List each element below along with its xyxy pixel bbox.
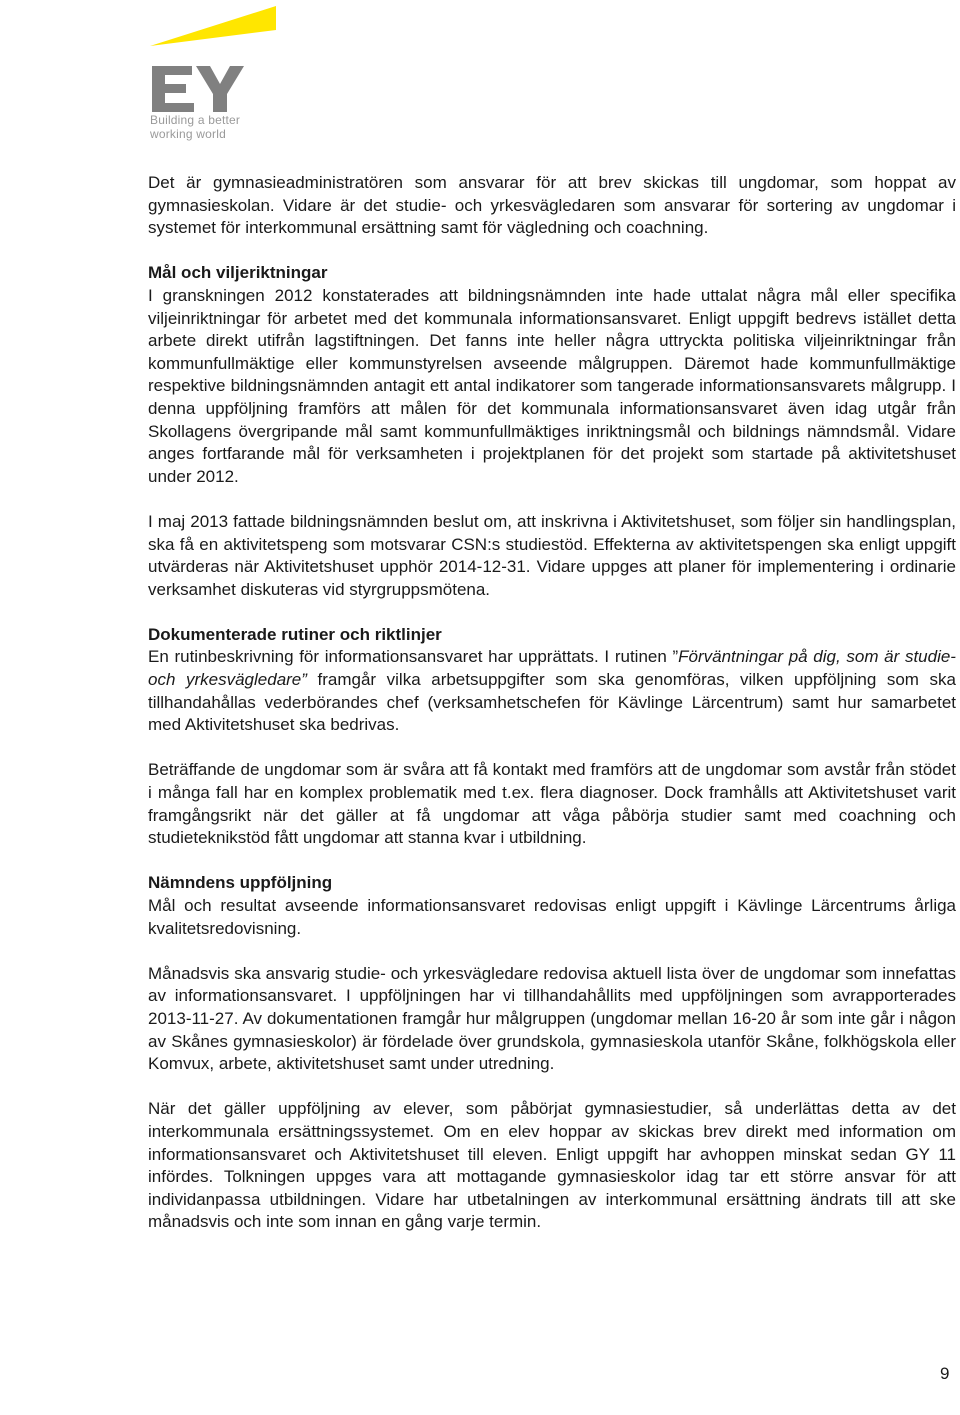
paragraph-uppfoljning-elever: När det gäller uppföljning av elever, som påbörjat gymnasiestudier, så underlättas detta av det interkommunala ersättningssystemet. Om en elev hoppar av skickas brev direkt med information om informationsansvaret och Aktivitetshuset till eleven. Enligt uppgift har avhoppen minskat sedan GY 11 infördes. Tolkningen uppges vara att mottagande gymnasieskolor idag tar ett större ansvar för att individanpassa utbildningen. Vidare har utbetalningen av interkommunal ersättning ändrats till att ske månadsvis och inte som innan en gång varje termin. <box>148 1099 956 1232</box>
logo-beam-icon <box>150 6 276 46</box>
logo-letter-y <box>196 66 244 112</box>
paragraph-granskningen: I granskningen 2012 konstaterades att bildningsnämnden inte hade uttalat några mål eller specifika viljeinriktningar för arbetet med det kommunala informationsansvaret. Enligt uppgift bedrevs istället detta arbete direkt utifrån lagstiftningen. Det fanns inte heller några uttryckta politiska viljeinriktningar från kommunfullmäktige eller kommunstyrelsen avseende målgruppen. Däremot hade kommunfullmäktige respektive bildningsnämnden antagit ett antal indikatorer som tangerade informationsansvarets målgrupp. I denna uppföljning framförs att målen för det kommunala informationsansvaret även idag utgår från Skollagens övergripande mål samt kommunfullmäktiges inriktningsmål och bildnings nämndsmål. Vidare anges fortfarande mål för verksamheten i projektplanen för det projekt som startade på aktivitetshuset under 2012. <box>148 285 956 486</box>
rutin-title-italic: Förväntningar på dig, som är studie- och yrkesvägledare” <box>148 647 956 690</box>
paragraph-manadsvis: Månadsvis ska ansvarig studie- och yrkesvägledare redovisa aktuell lista över de ungdomar som innefattas av informationsansvaret. I uppföljningen har vi tillhandahållits med uppföljningen som avrapporterades 2013-11-27. Av dokumentationen framgår hur målgruppen (ungdomar mellan 16-20 år som inte går i någon av Skånes gymnasieskolor) är fördelade över grundskola, gymnasieskola utanför Skåne, folkhögskola eller Komvux, arbete, aktivitetshuset samt under utredning. <box>148 963 956 1074</box>
tagline-line-2: working world <box>150 127 226 141</box>
heading-dokumenterade-rutiner: Dokumenterade rutiner och riktlinjer <box>148 624 442 644</box>
ey-logo <box>148 4 288 154</box>
rutin-text-start: En rutinbeskrivning för informationsansvaret har upprättats. I rutinen ” <box>148 647 679 667</box>
paragraph-svara-ungdomar: Beträffande de ungdomar som är svåra att få kontakt med framförs att de ungdomar som avstår från stödet i många fall har en komplex problematik med t.ex. flera diagnoser. Dock framhålls att Aktivitetshuset varit framgångsrikt när det gäller at få ungdomar att våga påbörja studier samt med coachning och studieteknikstöd fått ungdomar att stanna kvar i utbildning. <box>148 760 956 848</box>
ey-logo-mark <box>148 4 288 114</box>
tagline-line-1: Building a better <box>150 113 241 127</box>
rutin-text-end: framgår vilka arbetsuppgifter som ska genomföras, vilken uppföljning som ska tillhandahållas vederbörandes chef (verksamhetschefen för Kävlinge Lärcentrum) samt hur samarbetet med Aktivitetshuset ska bedrivas. <box>148 670 956 735</box>
heading-namndens-uppfoljning: Nämndens uppföljning <box>148 873 333 893</box>
paragraph-rutinbeskrivning <box>148 646 956 736</box>
page-number: 9 <box>940 1364 950 1383</box>
paragraph-intro: Det är gymnasieadministratören som ansvarar för att brev skickas till ungdomar, som hoppat av gymnasieskolan. Vidare är det studie- och yrkesvägledaren som ansvarar för sortering av ungdomar i systemet för interkommunal ersättning samt för vägledning och coachning. <box>148 173 956 238</box>
document-body <box>148 172 956 1234</box>
paragraph-mal-och-resultat: Mål och resultat avseende informationsansvaret redovisas enligt uppgift i Kävlinge Lärcentrums årliga kvalitetsredovisning. <box>148 896 956 938</box>
logo-tagline <box>150 113 240 141</box>
logo-letter-e <box>152 66 194 112</box>
heading-mal-och-viljeriktningar: Mål och viljeriktningar <box>148 263 328 283</box>
paragraph-aktivitetspeng: I maj 2013 fattade bildningsnämnden beslut om, att inskrivna i Aktivitetshuset, som följer sin handlingsplan, ska få en aktivitetspeng som motsvarar CSN:s studiestöd. Effekterna av aktivitetspengen ska enligt uppgift utvärderas när Aktivitetshuset upphör 2014-12-31. Vidare uppges att planer för implementering i ordinarie verksamhet diskuteras vid styrgruppsmötena. <box>148 511 956 599</box>
